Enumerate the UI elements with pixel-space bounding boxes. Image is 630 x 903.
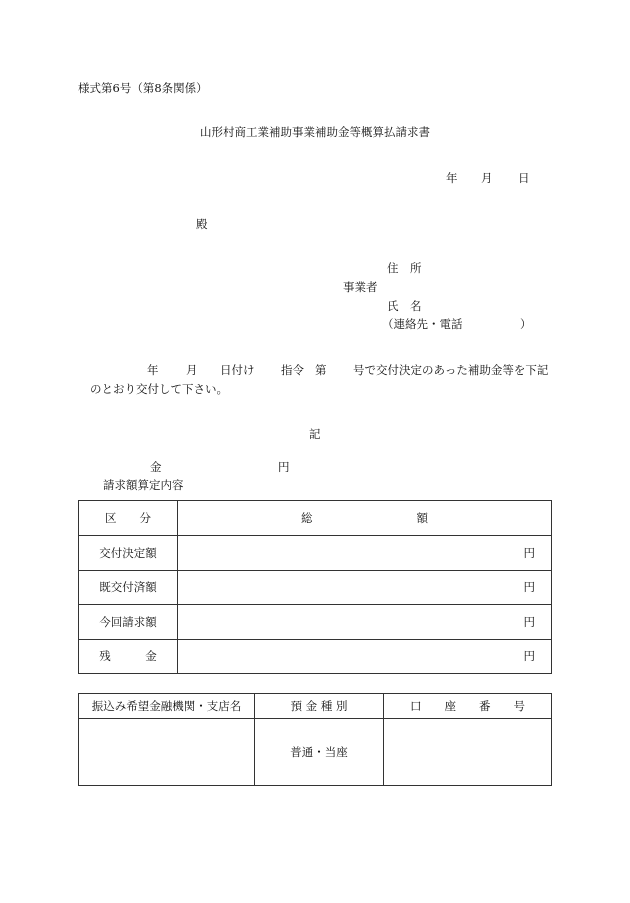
name-label: 氏 名 xyxy=(387,299,422,313)
yen-unit: 円 xyxy=(523,545,535,560)
table-row xyxy=(79,536,552,571)
amount-cell[interactable] xyxy=(178,536,552,571)
body-month: 月 xyxy=(186,363,198,377)
body-line1-tail: 号で交付決定のあった補助金等を下記 xyxy=(353,363,549,377)
deposit-type-cell[interactable]: 普通・当座 xyxy=(255,719,384,786)
header-total xyxy=(178,501,552,536)
calculation-table xyxy=(78,500,552,674)
table-row xyxy=(79,639,552,674)
table-header-row xyxy=(79,501,552,536)
amount-cell[interactable] xyxy=(178,639,552,674)
row-label: 残 金 xyxy=(79,639,178,674)
contact-label: （連絡先・電話 xyxy=(382,317,463,331)
addressee-suffix: 殿 xyxy=(196,217,208,231)
bank-header-row xyxy=(79,694,552,719)
header-category: 区 分 xyxy=(79,501,178,536)
yen-unit: 円 xyxy=(523,614,535,629)
body-day-ref: 日付け xyxy=(220,363,255,377)
bank-name-cell[interactable] xyxy=(79,719,255,786)
body-line2: のとおり交付して下さい。 xyxy=(90,382,228,396)
bank-table xyxy=(78,693,552,786)
form-number: 様式第6号（第8条関係） xyxy=(78,81,208,95)
document-title: 山形村商工業補助事業補助金等概算払請求書 xyxy=(200,125,430,139)
body-year: 年 xyxy=(147,363,159,377)
account-number-cell[interactable] xyxy=(384,719,552,786)
row-label: 今回請求額 xyxy=(79,605,178,640)
header-deposit-type: 預 金 種 別 xyxy=(255,694,384,719)
contact-close: ） xyxy=(520,317,532,331)
date-month-label: 月 xyxy=(481,171,493,185)
yen-unit: 円 xyxy=(523,649,535,664)
address-label: 住 所 xyxy=(387,261,422,275)
row-label: 交付決定額 xyxy=(79,536,178,571)
date-day-label: 日 xyxy=(518,171,530,185)
table-row xyxy=(79,605,552,640)
body-dai: 第 xyxy=(315,363,327,377)
bank-body-row xyxy=(79,719,552,786)
amount-cell[interactable] xyxy=(178,605,552,640)
amount-en: 円 xyxy=(278,460,290,474)
breakdown-label: 請求額算定内容 xyxy=(103,478,184,492)
header-total-right: 額 xyxy=(416,511,428,525)
header-account-number: 口 座 番 号 xyxy=(384,694,552,719)
header-total-left: 総 xyxy=(301,511,313,525)
ki-heading: 記 xyxy=(309,427,321,441)
date-year-label: 年 xyxy=(446,171,458,185)
yen-unit: 円 xyxy=(523,580,535,595)
table-row xyxy=(79,570,552,605)
row-label: 既交付済額 xyxy=(79,570,178,605)
business-label: 事業者 xyxy=(343,280,378,294)
amount-kin: 金 xyxy=(150,460,162,474)
body-directive: 指令 xyxy=(281,363,304,377)
header-bank: 振込み希望金融機関・支店名 xyxy=(79,694,255,719)
amount-cell[interactable] xyxy=(178,570,552,605)
